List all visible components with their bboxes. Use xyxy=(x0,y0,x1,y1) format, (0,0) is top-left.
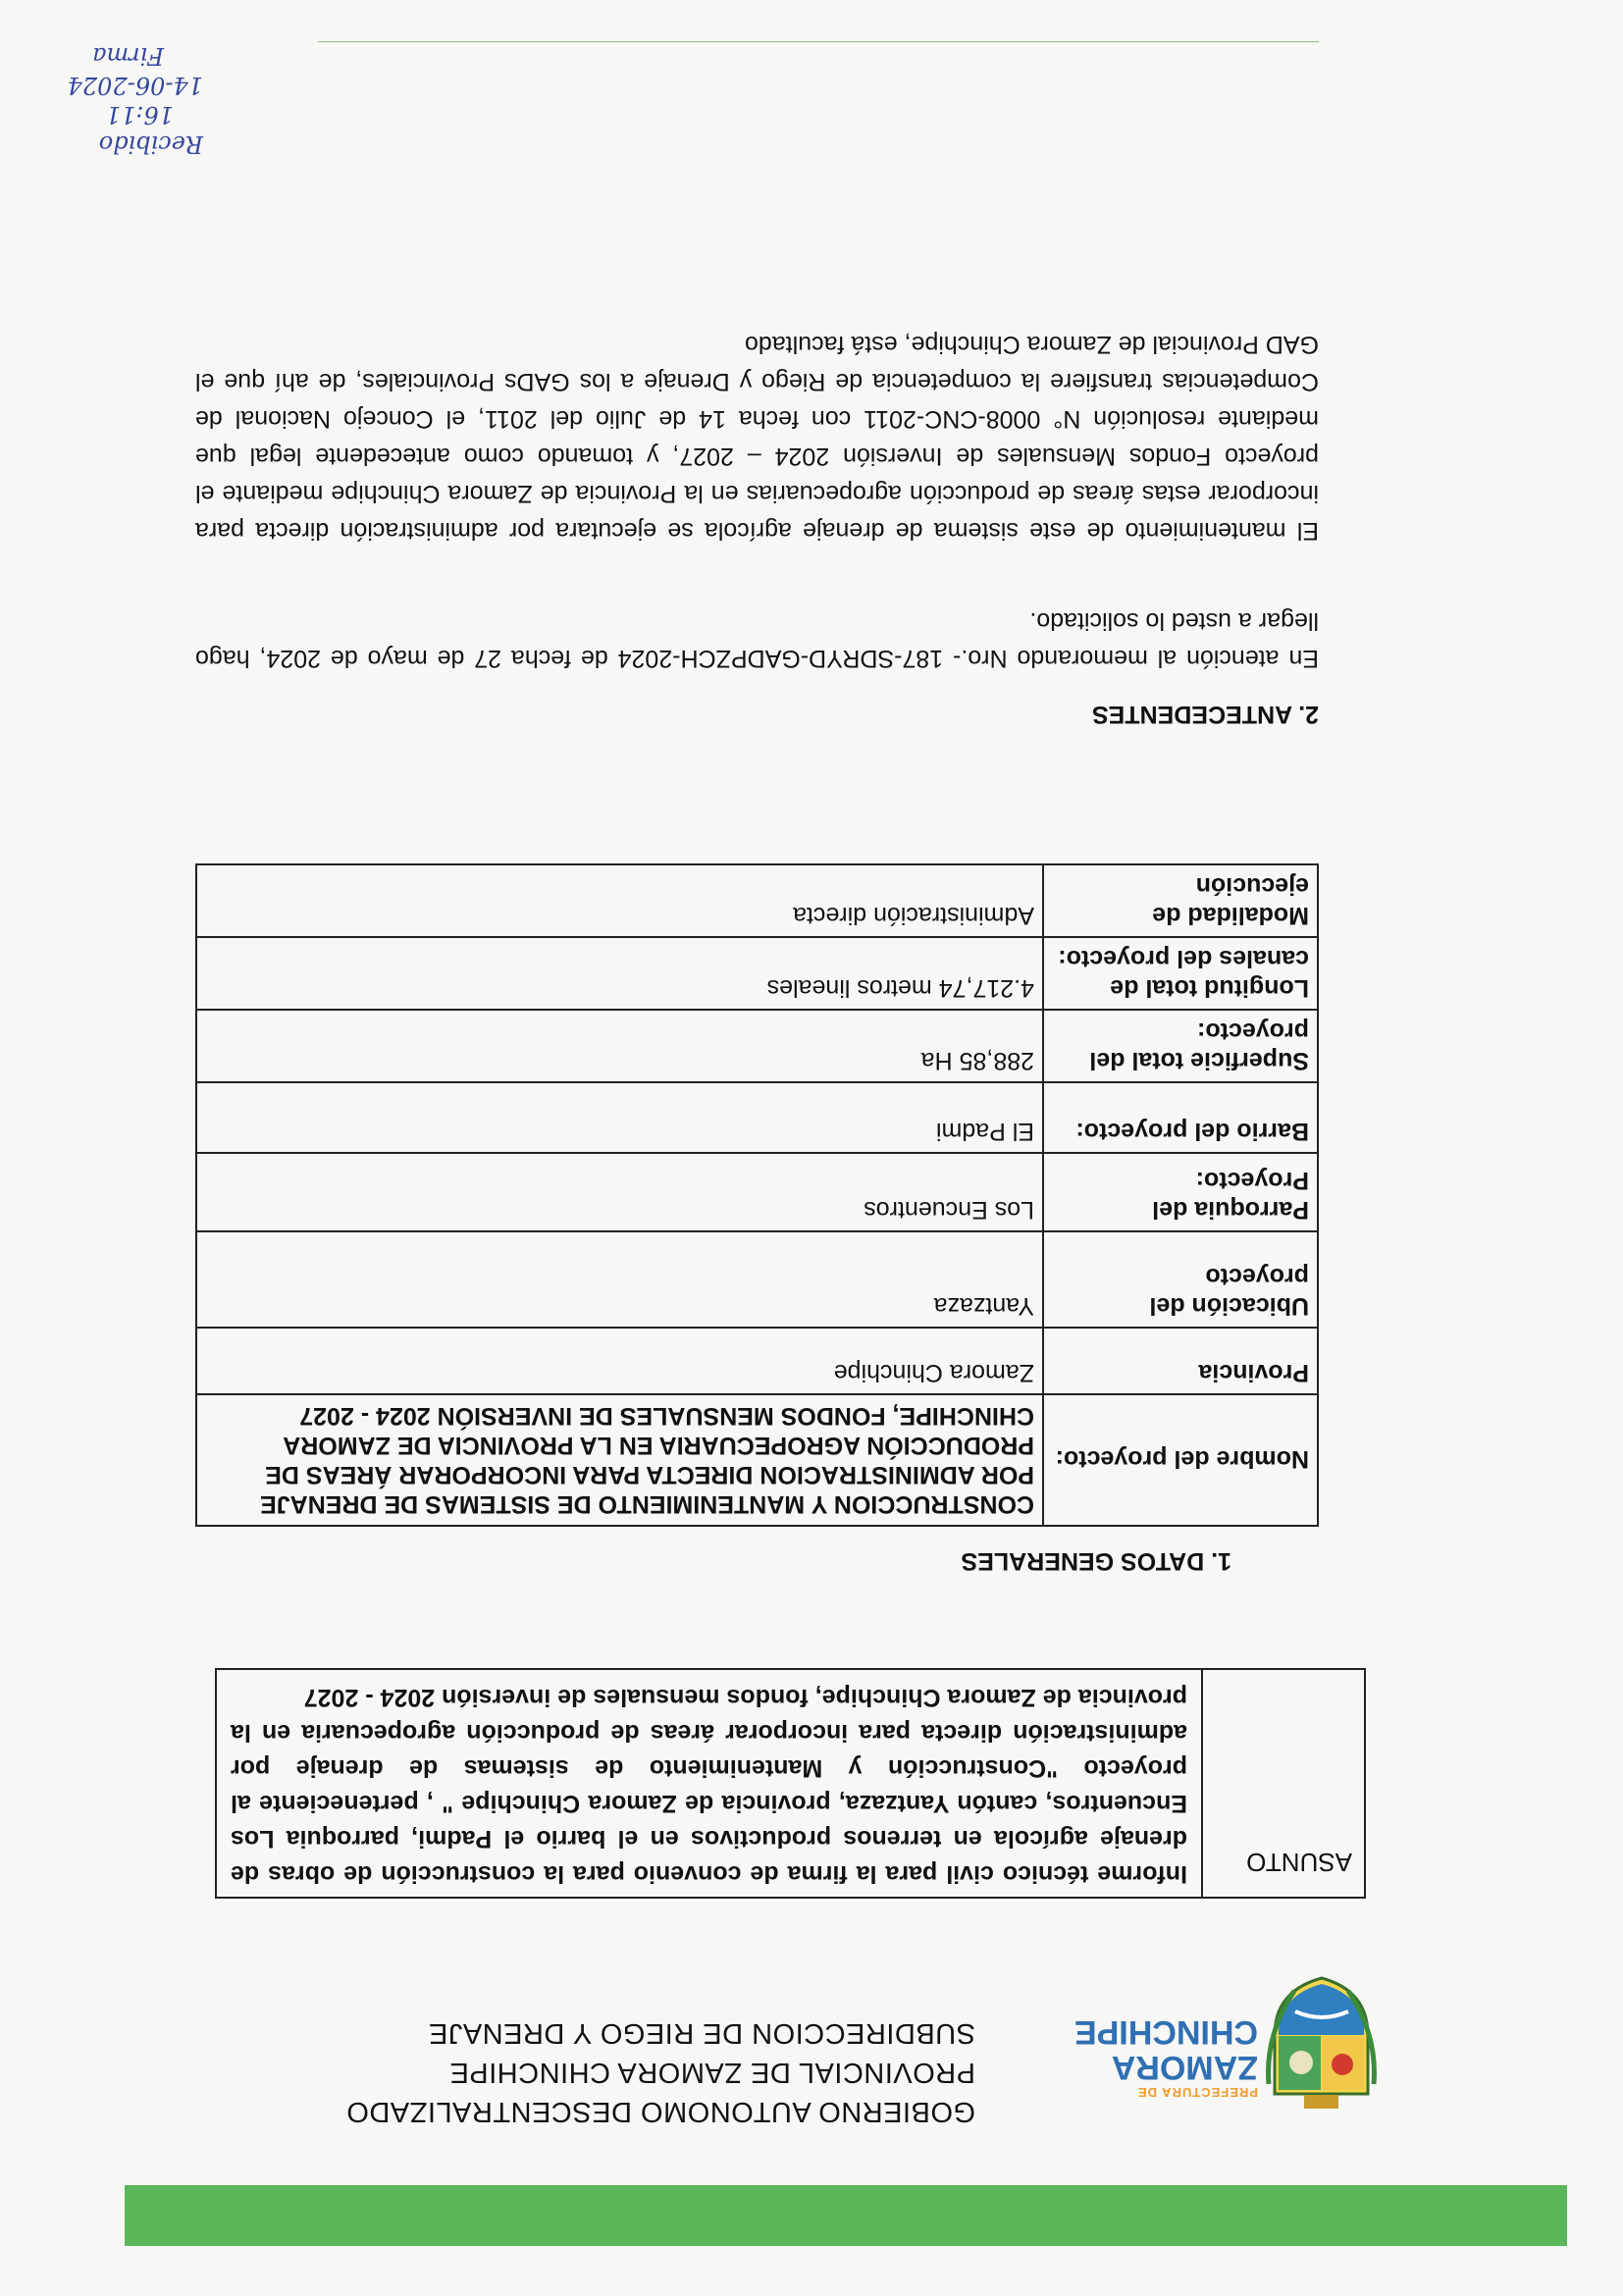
handwritten-line-1: Recibido xyxy=(98,130,203,158)
brand-prefix: PREFECTURA DE xyxy=(1136,2085,1258,2100)
footer-divider xyxy=(318,41,1319,42)
prefectura-brand xyxy=(1047,2014,1258,2100)
header-green-bar xyxy=(125,2185,1567,2246)
row-label: Barrio del proyecto: xyxy=(1043,1082,1318,1153)
table-row xyxy=(196,937,1318,1010)
row-label: Parroquia del Proyecto: xyxy=(1043,1153,1318,1231)
row-label: Superficie total del proyecto: xyxy=(1043,1010,1318,1082)
row-value: Los Encuentros xyxy=(196,1153,1043,1231)
table-row xyxy=(196,1082,1318,1153)
antecedentes-paragraph-2: El mantenimiento de este sistema de drenaje agrícola se ejecutara por administración directa para incorporar estas áreas de producción agropecuarias en la Provincia de Zamora Chinchipe mediante el proyecto Fondos Mensuales de Inversión 2024 – 2027, y tomando como antecedente legal que mediante resolución N° 0008-CNC-2011 con fecha 14 de Julio del 2011, el Concejo Nacional de Competencias transfiere la competencia de Riego y Drenaje a los GADs Provinciales, de ahí que el GAD Provincial de Zamora Chinchipe, está facultado xyxy=(195,331,1319,545)
row-value: 288,85 Ha xyxy=(196,1010,1043,1082)
org-line-1: GOBIERNO AUTONOMO DESCENTRALIZADO xyxy=(345,2096,975,2127)
table-row xyxy=(196,1394,1318,1526)
table-row xyxy=(196,1153,1318,1231)
table-row xyxy=(196,1231,1318,1328)
table-row xyxy=(196,1010,1318,1082)
asunto-label: ASUNTO xyxy=(1202,1669,1365,1898)
row-label: Modalidad de ejecución xyxy=(1043,864,1318,937)
section-2-title: 2. ANTECEDENTES xyxy=(1091,701,1319,728)
row-value: Zamora Chinchipe xyxy=(196,1328,1043,1394)
org-line-2: PROVINCIAL DE ZAMORA CHINCHIPE xyxy=(448,2057,975,2088)
row-label: Longitud total de canales del proyecto: xyxy=(1043,937,1318,1010)
row-value: El Padmi xyxy=(196,1082,1043,1153)
row-value: CONSTRUCCION Y MANTENIMIENTO DE SISTEMAS DE DRENAJE POR ADMINISTRACION DIRECTA PARA INCORPORAR ÁREAS DE PRODUCCIÓN AGROPECUARIA EN LA PROVINCIA DE ZAMORA CHINCHIPE, FONDOS MENSUALES DE INVERSIÓN 2024 - 2027 xyxy=(196,1394,1043,1526)
row-value: Administración directa xyxy=(196,864,1043,937)
table-row xyxy=(196,864,1318,937)
row-label: Provincia xyxy=(1043,1328,1318,1394)
row-value: Yantzaza xyxy=(196,1231,1043,1328)
brand-name-chinchipe: CHINCHIPE xyxy=(1073,2013,1258,2051)
handwritten-receipt-note xyxy=(17,31,203,159)
asunto-table xyxy=(215,1668,1366,1899)
org-line-3: SUBDIRECCION DE RIEGO Y DRENAJE xyxy=(428,2017,975,2049)
antecedentes-paragraph-1: En atención al memorando Nro.- 187-SDRYD-GADPZCH-2024 de fecha 27 de mayo de 2024, hago llegar a usted lo solicitado. xyxy=(195,607,1319,672)
handwritten-line-4: Firma xyxy=(92,42,164,70)
row-label: Nombre del proyecto: xyxy=(1043,1394,1318,1526)
organization-header xyxy=(230,2013,975,2131)
datos-generales-table xyxy=(195,863,1319,1527)
table-row xyxy=(196,1328,1318,1394)
prefectura-coat-of-arms-icon xyxy=(1265,1976,1378,2113)
section-1-title: 1. DATOS GENERALES xyxy=(961,1547,1231,1575)
row-label: Ubicación del proyecto xyxy=(1043,1231,1318,1328)
handwritten-line-3: 14-06-2024 xyxy=(67,72,203,99)
handwritten-line-2: 16:11 xyxy=(105,101,174,129)
asunto-text: Informe técnico civil para la firma de convenio para la construcción de obras de drenaje agrícola en terrenos productivos en el barrio el Padmi, parroquia Los Encuentros, cantón Yantzaza, provincia de Zamora Chinchipe " , perteneciente al proyecto "Construcción y Mantenimiento de sistemas de drenaje por administración directa para incorporar áreas de producción agropecuaria en la provincia de Zamora Chinchipe, fondos mensuales de inversión 2024 - 2027 xyxy=(216,1669,1202,1898)
brand-name-zamora: ZAMORA xyxy=(1111,2049,1258,2086)
row-value: 4.217,74 metros lineales xyxy=(196,937,1043,1010)
